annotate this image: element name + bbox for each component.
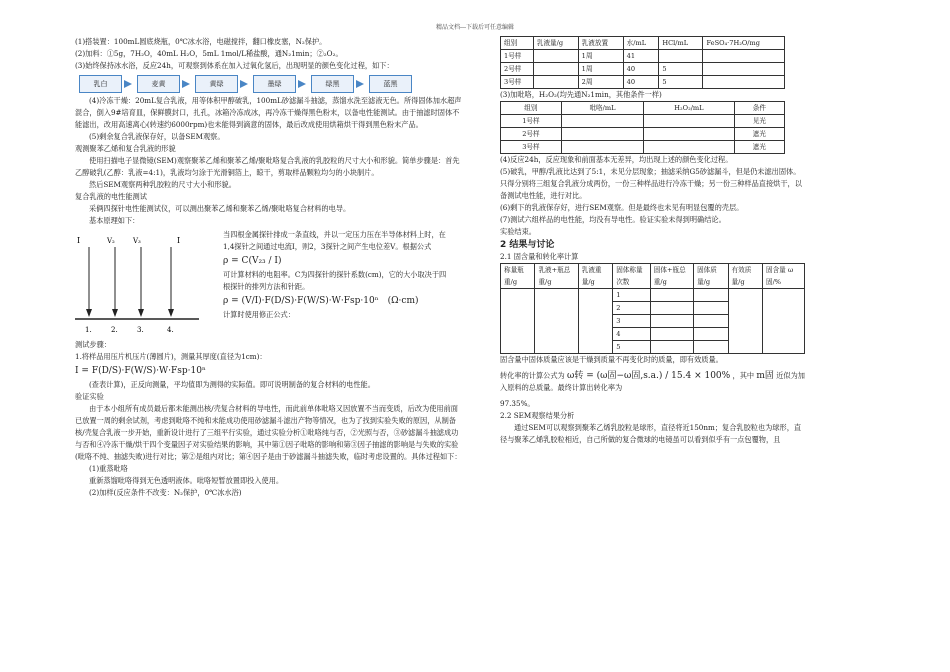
- table-cell: [533, 63, 578, 76]
- redistill-step: (1)重蒸吡咯: [89, 464, 128, 473]
- sem-step: 然后SEM观察两种乳胶粒的尺寸大小和形貌。: [89, 180, 236, 189]
- arrow-right-icon: [298, 80, 306, 88]
- probe-number: 3.: [137, 326, 144, 334]
- table-cell: 2号样: [501, 63, 534, 76]
- arrow-down-icon: [86, 309, 92, 317]
- table-header: FeSO₄·7H₂O/mg: [703, 37, 785, 50]
- probe-label: I: [77, 236, 81, 245]
- sem-analysis: 通过SEM可以观察到聚苯乙烯乳胶粒是球形，直径将近150nm；复合乳胶粒也为球形，直径与聚苯乙烯乳胶粒相近，自己所做的复合微球的电镜虽可以看到似乎有一点包覆物，且: [500, 423, 802, 444]
- table-cell: 2周: [578, 76, 623, 89]
- color-flow: [79, 75, 465, 93]
- electrical-heading: 复合乳液的电性能测试: [75, 192, 147, 201]
- table-header: 条件: [734, 102, 784, 115]
- arrow-down-icon: [168, 309, 174, 317]
- table-cell: [703, 50, 785, 63]
- arrow-down-icon: [112, 309, 118, 317]
- probe-label: V₂: [107, 237, 115, 245]
- table-cell: 40: [623, 76, 659, 89]
- table-cell: 4: [613, 328, 651, 341]
- table-cell: 5: [659, 63, 703, 76]
- table-header: 有效质量/g: [728, 264, 762, 289]
- table-header: 固体称量次数: [613, 264, 651, 289]
- subsection-heading: 2.2 SEM观察结果分析: [500, 411, 575, 420]
- measurement-formula: I = F(D/S)·F(W/S)·W·Fsp·10ⁿ: [75, 366, 206, 376]
- table-cell: 3号样: [501, 76, 534, 89]
- experiment-end: 实验结束。: [500, 227, 536, 236]
- page-header: 精品文档---下载后可任意编辑: [435, 24, 515, 31]
- subsection-heading: 2.1 固含量和转化率计算: [500, 252, 579, 261]
- table-header: 吡咯/mL: [561, 102, 643, 115]
- table-row: [501, 76, 785, 89]
- flow-stage: 蓝黑: [369, 75, 412, 93]
- setup-step: (1)搭装置：100mL圆底烧瓶，0℃冰水浴，电磁搅拌，翻口橡皮塞，N₂保护。: [75, 37, 327, 46]
- test-step: 1.将样品用压片机压片(薄圆片)，测量其厚度(直径为1cm)：: [75, 352, 267, 361]
- corrected-formula: ρ = (V/I)·F(D/S)·F(W/S)·W·Fsp·10ⁿ (Ω·cm): [223, 296, 419, 306]
- arrow-right-icon: [182, 80, 190, 88]
- table-cell: [703, 63, 785, 76]
- table-cell: [644, 128, 734, 141]
- principle-label: 基本原理如下：: [89, 216, 140, 225]
- reaction-step: (3)始终保持冰水浴，反应24h，可观察到体系在加入过氧化氢后，出现明显的颜色变化过程，如下：: [75, 61, 394, 70]
- arrow-right-icon: [356, 80, 364, 88]
- table-cell: [561, 128, 643, 141]
- flow-stage: 黄绿: [195, 75, 238, 93]
- conversion-formula: ω转 = (ω固−ω固,s.a.) / 15.4 × 100%: [567, 371, 731, 381]
- probe-number: 4.: [167, 326, 174, 334]
- table-cell: 1号样: [501, 115, 562, 128]
- table-cell: 遮光: [734, 141, 784, 154]
- demulsify-step: (5)破乳，甲醇/乳液比达到了5:1，未见分层现象；抽滤采纳G5砂滤漏斗，但是仍未滤出固体。只得分别将三组复合乳液分成两份，一份三种样品进行冷冻干燥；另一份三种样品直接烘干，以备测试电性能，进行对比。: [500, 167, 802, 200]
- table-header: 乳液+瓶总重/g: [535, 264, 578, 289]
- table-cell: 3号样: [501, 141, 562, 154]
- left-column: [75, 36, 465, 499]
- table-row: [501, 115, 785, 128]
- four-probe-intro: 采俩四探针电性能测试仪，可以测出聚苯乙烯和聚苯乙烯/聚吡咯复合材料的电导。: [89, 204, 351, 213]
- test-step-detail: (查表计算)，正反向测量，平均值即为测得的实际值。即可说明制备的复合材料的电性能。: [89, 380, 375, 389]
- redistill-detail: 重新蒸馏吡咯得到无色透明液体。吡咯短暂放置即投入使用。: [89, 476, 284, 485]
- table-cell: 2: [613, 302, 651, 315]
- reaction-result: (4)反应24h，反应现象和前面基本无差异，均出现上述的颜色变化过程。: [500, 155, 733, 164]
- table-cell: [659, 50, 703, 63]
- conversion-paragraph: [500, 370, 805, 394]
- table-cell: [703, 76, 785, 89]
- table-header: 称量瓶重/g: [501, 264, 535, 289]
- sem-method: 使用扫描电子显微镜(SEM)观察聚苯乙烯和聚苯乙烯/聚吡咯复合乳液的乳胶粒的尺寸大小和形貌。简单步骤是：首先乙醇破乳(乙醇：乳液=4:1)，乳液均匀涂于光滑铜箔上，晾干，剪取样品颗粒均匀的小块制片。: [75, 156, 460, 177]
- table-header: 固体质量/g: [694, 264, 728, 289]
- four-probe-section: [75, 229, 465, 339]
- table-cell: [533, 50, 578, 63]
- table-header: 乳液量/g: [533, 37, 578, 50]
- table-cell: 1周: [578, 50, 623, 63]
- feed-step: (2)加料：①5g，7H₂O，40mL H₂O，5mL 1mol/L稀盐酸，通N₂1min；②₂O₂。: [75, 49, 343, 58]
- test-result: (7)测试六组样品的电性能，均没有导电性。验证实验未得到明确结论。: [500, 215, 726, 224]
- solid-content-note: 固含量中固体质量应该是干燥到质量不再变化时的质量，即有效质量。: [500, 355, 723, 364]
- table-cell: [533, 76, 578, 89]
- reagent-table: [500, 36, 785, 89]
- conversion-text: ，其中: [732, 371, 755, 380]
- principle-paragraph: 当四根金属探针排成一条直线，并以一定压力压在半导体材料上时，在1,4探针之间通过电流I，则2，3探针之间产生电位差V。根据公式: [223, 230, 446, 251]
- table-cell: 40: [623, 63, 659, 76]
- table-cell: 41: [623, 50, 659, 63]
- principle-text: [223, 229, 453, 339]
- verification-paragraph: 由于本小组所有成员最后都未能测出核/壳复合材料的导电性，而此前单体吡咯又因放置不当而变质，后改为使用前面已放置一周的剩余试剂，考虑到吡咯不纯和未能成功使用砂滤漏斗滤出产物等情况，也为了找到实验失败的原因，从制备核/壳复合乳液一步开始，重新设计进行了三组平行实验，通过实验分析①吡咯纯与否，②光照与否，③砂滤漏斗抽滤成功与否和④冷冻干燥/烘干四个变量因子对实验结果的影响，其中第①因子吡咯的影响和第③因子抽滤的影响是与失败的实验(吡咯不纯、抽滤失败)进行对比；第②是组内对比；第④因子是由于砂滤漏斗抽滤失败，临时考虑设置的。具体过程如下：: [75, 404, 462, 461]
- table-header: H₂O₂/mL: [644, 102, 734, 115]
- table-header: 组别: [501, 102, 562, 115]
- table-cell: [644, 115, 734, 128]
- table-row: [501, 289, 805, 302]
- conversion-text: 转化率的计算公式为: [500, 371, 565, 380]
- table-header: 水/mL: [623, 37, 659, 50]
- morphology-heading: 观测聚苯乙烯和复合乳液的形貌: [75, 144, 176, 153]
- resistivity-formula: ρ = C(V₂₃ / I): [223, 256, 282, 266]
- four-probe-diagram: [75, 229, 215, 339]
- flow-stage: 乳白: [79, 75, 122, 93]
- table-cell: 1: [613, 289, 651, 302]
- table-row: [501, 63, 785, 76]
- pyrrole-table: [500, 101, 785, 154]
- freeze-dry-step: (4)冷冻干燥：20mL复合乳液，用等体积甲醇破乳，100mL砂滤漏斗抽滤，蒸馏水洗至滤液无色。所得固体加水超声混合，倒入9#培育皿，保鲜膜封口，扎孔，冰箱冷冻成冰，再冷冻干燥得黑色粉末，以备电性能测试。由于抽滤时固体不能滤出，改用高速离心(转速约6000rpm)也未能得到滴意的固体，最后改成使用烘箱烘干得到黑色粉末产品。: [75, 96, 462, 129]
- flow-stage: 麦黄: [137, 75, 180, 93]
- table-cell: 1号样: [501, 50, 534, 63]
- table-cell: [561, 141, 643, 154]
- table-row: [501, 141, 785, 154]
- table-row: [501, 50, 785, 63]
- table-cell: 5: [613, 341, 651, 354]
- table-cell: 5: [659, 76, 703, 89]
- table-cell: [644, 141, 734, 154]
- table-cell: 1周: [578, 63, 623, 76]
- flow-stage: 墨绿: [253, 75, 296, 93]
- add-pyrrole-step: (3)加吡咯，H₂O₂(均先通N₂1min，其他条件一样): [500, 90, 662, 99]
- probe-number: 1.: [85, 326, 92, 334]
- verification-heading: 验证实验: [75, 392, 104, 401]
- table-header: 组别: [501, 37, 534, 50]
- arrow-right-icon: [124, 80, 132, 88]
- table-cell: 见光: [734, 115, 784, 128]
- test-steps-heading: 测试步骤：: [75, 340, 111, 349]
- storage-step: (5)剩余复合乳液保存好，以备SEM观察。: [89, 132, 225, 141]
- table-header: 乳液重量/g: [578, 264, 612, 289]
- arrow-right-icon: [240, 80, 248, 88]
- table-header: HCl/mL: [659, 37, 703, 50]
- table-cell: 3: [613, 315, 651, 328]
- solid-content-table: [500, 263, 805, 354]
- conversion-text: 近似为加入原料的总质量。最终计算出转化率为: [500, 371, 805, 392]
- probe-label: I: [177, 236, 181, 245]
- add-sample-step: (2)加样(反应条件不改变：N₂保护，0℃冰水浴): [89, 488, 242, 497]
- table-cell: 2号样: [501, 128, 562, 141]
- sem-step: (6)剩下的乳液保存好，进行SEM观察。但是最终也未见有明显包覆的壳层。: [500, 203, 744, 212]
- conversion-value: 97.35%。: [500, 399, 535, 408]
- right-column: [500, 36, 805, 446]
- mass-symbol: m固: [756, 371, 774, 381]
- table-row: [501, 128, 785, 141]
- table-header: 乳液放置: [578, 37, 623, 50]
- probe-number: 2.: [111, 326, 118, 334]
- flow-stage: 绿黑: [311, 75, 354, 93]
- table-header: 固含量 ω固/%: [762, 264, 804, 289]
- principle-paragraph: 可计算材料的电阻率。C为四探针的探针系数(cm)，它的大小取决于四根探针的排列方法和针距。: [223, 270, 447, 291]
- principle-paragraph: 计算时使用修正公式：: [223, 310, 295, 319]
- table-cell: [561, 115, 643, 128]
- arrow-down-icon: [138, 309, 144, 317]
- table-cell: 遮光: [734, 128, 784, 141]
- table-header: 固体+瓶总重/g: [650, 264, 693, 289]
- section-heading: 2 结果与讨论: [500, 240, 555, 250]
- probe-label: V₃: [133, 237, 141, 245]
